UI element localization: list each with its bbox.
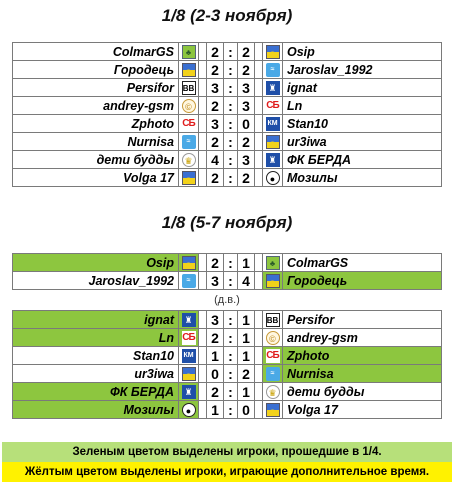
ukraine-crest-icon: ♆ [266,403,280,417]
zenit-logo-icon: ≈ [182,135,196,149]
match-row [13,347,442,365]
right-score: 2 [238,365,255,383]
right-player-name: Nurnisa [283,365,442,383]
ukraine-crest-icon-cell [263,401,283,419]
tower-crest-icon-cell [179,383,199,401]
right-score: 1 [238,347,255,365]
right-score: 3 [238,97,255,115]
left-player-name: ColmarGS [13,43,179,61]
sb-logo-icon-cell [179,115,199,133]
spacer [199,61,207,79]
sb-logo-icon-cell [179,329,199,347]
spacer [199,365,207,383]
ukraine-crest-icon: ♆ [266,45,280,59]
match-row [13,383,442,401]
score-separator: : [224,329,238,347]
right-score: 3 [238,79,255,97]
round2-table-b [12,310,442,419]
right-player-name: ФК БЕРДА [283,151,442,169]
tower-crest-icon-cell [179,311,199,329]
km-logo-icon: КМ [266,117,280,131]
tower-crest-icon: ♜ [182,385,196,399]
right-score: 2 [238,133,255,151]
match-row [13,115,442,133]
left-score: 2 [207,43,224,61]
right-score: 4 [238,272,255,290]
left-player-name: Persifor [13,79,179,97]
ukraine-crest-icon-cell [179,365,199,383]
tower-crest-icon: ♜ [266,81,280,95]
score-separator: : [224,97,238,115]
match-row [13,254,442,272]
right-score: 2 [238,43,255,61]
spacer [255,329,263,347]
km-logo-icon: КМ [182,349,196,363]
score-separator: : [224,61,238,79]
right-score: 0 [238,115,255,133]
sb-logo-icon: СБ [266,99,279,111]
spacer [199,169,207,187]
left-score: 3 [207,272,224,290]
spacer [199,133,207,151]
score-separator: : [224,401,238,419]
left-score: 3 [207,115,224,133]
ukraine-crest-icon: ♆ [182,63,196,77]
score-separator: : [224,151,238,169]
spacer [199,151,207,169]
score-separator: : [224,79,238,97]
zenit-logo-icon-cell [179,272,199,290]
spacer [255,133,263,151]
zenit-logo-icon: ≈ [266,63,280,77]
right-player-name: Zphoto [283,347,442,365]
match-row [13,43,442,61]
left-score: 2 [207,97,224,115]
spacer [199,115,207,133]
right-score: 1 [238,254,255,272]
c-logo-icon-cell [179,97,199,115]
real-crest-icon: ♛ [266,385,280,399]
score-separator: : [224,115,238,133]
score-separator: : [224,133,238,151]
right-player-name: дети будды [283,383,442,401]
green-legend-note: Зеленым цветом выделены игроки, прошедшие в 1/4. [2,442,452,462]
left-score: 2 [207,254,224,272]
zenit-logo-icon-cell [263,61,283,79]
left-player-name: ur3iwa [13,365,179,383]
match-row [13,97,442,115]
match-row [13,401,442,419]
match-row [13,61,442,79]
green-crest-icon: ♣ [182,45,196,59]
right-score: 0 [238,401,255,419]
right-player-name: Volga 17 [283,401,442,419]
left-player-name: Volga 17 [13,169,179,187]
score-separator: : [224,347,238,365]
match-row [13,79,442,97]
real-crest-icon: ♛ [182,153,196,167]
left-player-name: Stan10 [13,347,179,365]
real-crest-icon-cell [263,383,283,401]
left-score: 3 [207,79,224,97]
bb-logo-icon: ВВ [266,313,280,327]
real-crest-icon-cell [179,151,199,169]
round1-table [12,42,442,187]
spacer [255,272,263,290]
right-score: 1 [238,311,255,329]
spacer [255,401,263,419]
left-score: 2 [207,61,224,79]
match-row [13,151,442,169]
right-player-name: Jaroslav_1992 [283,61,442,79]
spacer [255,383,263,401]
sb-logo-icon-cell [263,347,283,365]
spacer [199,272,207,290]
aet-label: (д.в.) [214,294,240,306]
score-separator: : [224,254,238,272]
score-separator: : [224,272,238,290]
ukraine-crest-icon: ♆ [182,171,196,185]
spacer [199,97,207,115]
yellow-legend-note: Жёлтым цветом выделены игроки, играющие дополнительное время. [2,462,452,482]
spacer [255,347,263,365]
zenit-logo-icon: ≈ [266,367,280,381]
left-player-name: Jaroslav_1992 [13,272,179,290]
c-logo-icon: © [182,99,196,113]
right-player-name: Persifor [283,311,442,329]
round1-title: 1/8 (2-3 ноября) [161,6,293,25]
ukraine-crest-icon: ♆ [266,274,280,288]
spacer [199,347,207,365]
right-player-name: andrey-gsm [283,329,442,347]
ukraine-crest-icon-cell [179,169,199,187]
left-player-name: Zphoto [13,115,179,133]
green-crest-icon-cell [263,254,283,272]
left-score: 2 [207,383,224,401]
right-score: 2 [238,169,255,187]
score-separator: : [224,365,238,383]
spacer [255,365,263,383]
right-player-name: ignat [283,79,442,97]
right-score: 3 [238,151,255,169]
left-player-name: дети будды [13,151,179,169]
match-row [13,311,442,329]
right-player-name: Stan10 [283,115,442,133]
ukraine-crest-icon-cell [263,133,283,151]
left-player-name: Ln [13,329,179,347]
spacer [255,115,263,133]
green-crest-icon: ♣ [266,256,280,270]
left-score: 2 [207,329,224,347]
left-score: 4 [207,151,224,169]
c-logo-icon-cell [263,329,283,347]
score-separator: : [224,383,238,401]
football-icon-cell [179,401,199,419]
match-row [13,272,442,290]
right-player-name: ur3iwa [283,133,442,151]
km-logo-icon-cell [179,347,199,365]
spacer [199,383,207,401]
spacer [255,43,263,61]
spacer [199,329,207,347]
match-row [13,133,442,151]
match-row [13,329,442,347]
zenit-logo-icon-cell [179,133,199,151]
bb-logo-icon-cell [179,79,199,97]
ukraine-crest-icon-cell [179,254,199,272]
ukraine-crest-icon: ♆ [182,367,196,381]
round2-table-a [12,253,442,290]
match-row [13,365,442,383]
left-player-name: Мозилы [13,401,179,419]
spacer [255,151,263,169]
left-score: 1 [207,401,224,419]
ukraine-crest-icon-cell [263,43,283,61]
football-icon-cell [263,169,283,187]
right-score: 1 [238,329,255,347]
tower-crest-icon: ♜ [266,153,280,167]
left-score: 2 [207,133,224,151]
tower-crest-icon-cell [263,151,283,169]
c-logo-icon: © [266,331,280,345]
right-player-name: ColmarGS [283,254,442,272]
left-score: 0 [207,365,224,383]
ukraine-crest-icon-cell [179,61,199,79]
ukraine-crest-icon-cell [263,272,283,290]
bb-logo-icon: ВВ [182,81,196,95]
round2-title: 1/8 (5-7 ноября) [161,213,293,232]
score-separator: : [224,43,238,61]
left-player-name: Nurnisa [13,133,179,151]
left-score: 2 [207,169,224,187]
spacer [255,254,263,272]
left-score: 1 [207,347,224,365]
spacer [255,97,263,115]
spacer [199,401,207,419]
green-crest-icon-cell [179,43,199,61]
spacer [199,254,207,272]
ukraine-crest-icon: ♆ [182,256,196,270]
zenit-logo-icon-cell [263,365,283,383]
spacer [255,79,263,97]
right-player-name: Городець [283,272,442,290]
km-logo-icon-cell [263,115,283,133]
left-score: 3 [207,311,224,329]
ukraine-crest-icon: ♆ [266,135,280,149]
spacer [255,61,263,79]
match-row [13,169,442,187]
left-player-name: ignat [13,311,179,329]
left-player-name: Osip [13,254,179,272]
left-player-name: Городець [13,61,179,79]
sb-logo-icon: СБ [182,117,195,129]
score-separator: : [224,169,238,187]
right-player-name: Ln [283,97,442,115]
tower-crest-icon-cell [263,79,283,97]
right-score: 1 [238,383,255,401]
tower-crest-icon: ♜ [182,313,196,327]
right-player-name: Osip [283,43,442,61]
right-score: 2 [238,61,255,79]
spacer [199,79,207,97]
spacer [199,43,207,61]
sb-logo-icon: СБ [266,349,279,361]
spacer [199,311,207,329]
spacer [255,311,263,329]
sb-logo-icon: СБ [182,331,195,343]
sb-logo-icon-cell [263,97,283,115]
zenit-logo-icon: ≈ [182,274,196,288]
football-icon: ● [182,403,196,417]
spacer [255,169,263,187]
right-player-name: Мозилы [283,169,442,187]
football-icon: ● [266,171,280,185]
left-player-name: ФК БЕРДА [13,383,179,401]
left-player-name: andrey-gsm [13,97,179,115]
score-separator: : [224,311,238,329]
bb-logo-icon-cell [263,311,283,329]
